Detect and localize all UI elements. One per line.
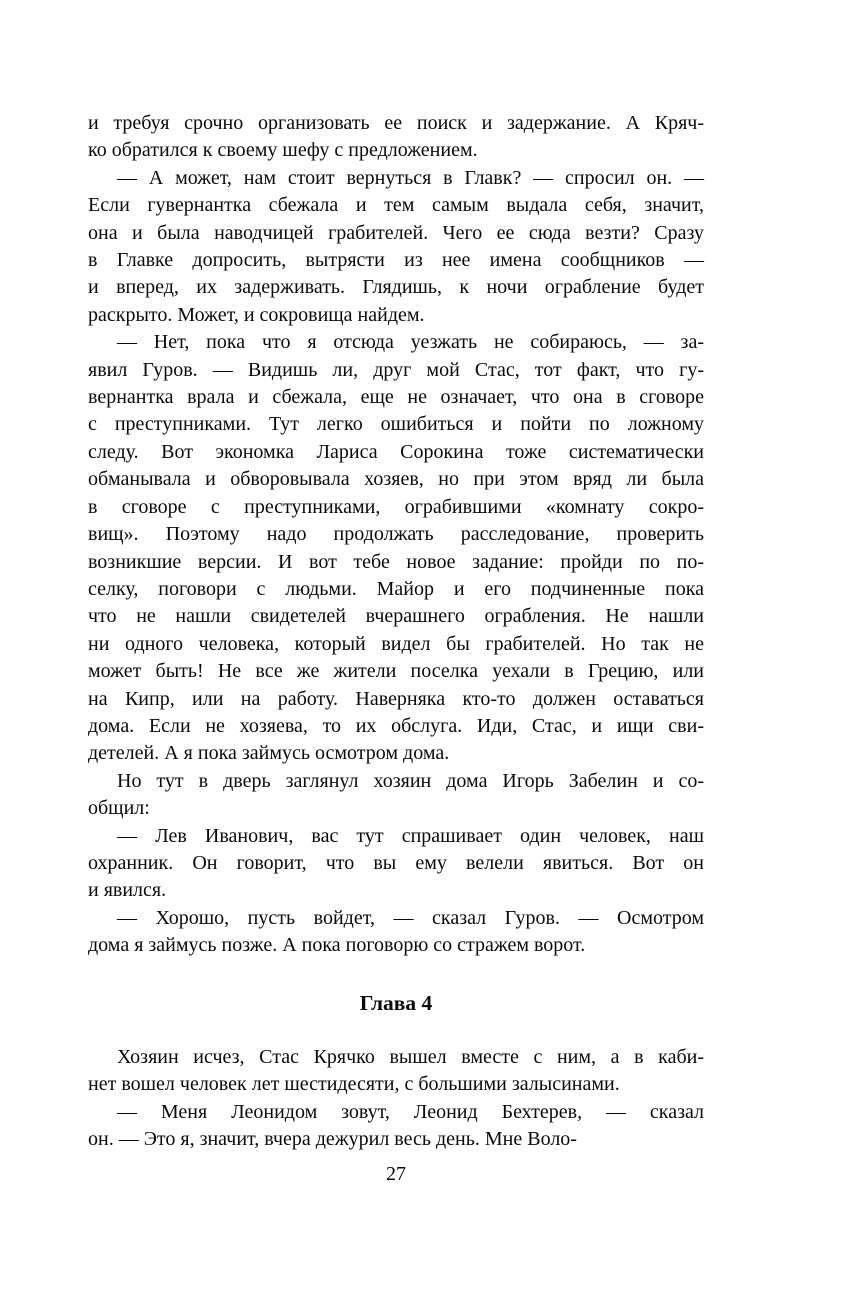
text-line: — А может, нам стоит вернуться в Главк? — спросил он. — xyxy=(117,166,704,189)
text-line: детелей. А я пока займусь осмотром дома. xyxy=(88,742,450,765)
text-line: возникшие версии. И вот тебе новое задание: пройди по по- xyxy=(88,550,704,573)
text-line: нет вошел человек лет шестидесяти, с большими залысинами. xyxy=(88,1073,620,1096)
text-line: она и была наводчицей грабителей. Чего ее сюда везти? Сразу xyxy=(88,221,704,244)
text-line: — Нет, пока что я отсюда уезжать не собираюсь, — за- xyxy=(117,331,704,354)
text-line: ни одного человека, который видел бы грабителей. Но так не xyxy=(88,632,704,655)
text-line: вищ». Поэтому надо продолжать расследование, проверить xyxy=(88,523,704,546)
text-line: — Лев Иванович, вас тут спрашивает один человек, наш xyxy=(117,824,704,847)
text-line: обманывала и обворовывала хозяев, но при этом вряд ли была xyxy=(88,468,704,491)
paragraph xyxy=(88,1099,704,1154)
paragraph xyxy=(88,1044,704,1099)
paragraph xyxy=(88,905,704,960)
text-line: может быть! Не все же жители поселка уехали в Грецию, или xyxy=(88,660,704,683)
text-line: на Кипр, или на работу. Наверняка кто-то должен оставаться xyxy=(88,687,704,710)
text-line: ко обратился к своему шефу с предложением. xyxy=(88,139,478,162)
text-line: — Хорошо, пусть войдет, — сказал Гуров. — Осмотром xyxy=(117,906,704,929)
text-line: явил Гуров. — Видишь ли, друг мой Стас, тот факт, что гу- xyxy=(88,358,704,381)
chapter-heading: Глава 4 xyxy=(359,990,433,1015)
page-number: 27 xyxy=(386,1162,406,1185)
text-line: что не нашли свидетелей вчерашнего ограбления. Не нашли xyxy=(88,605,704,628)
text-block-after-heading xyxy=(88,1044,704,1154)
paragraph xyxy=(88,823,704,905)
text-line: и явился. xyxy=(88,879,167,902)
paragraph xyxy=(88,110,704,165)
paragraph xyxy=(88,768,704,823)
text-line: вернантка врала и сбежала, еще не означает, что она в сговоре xyxy=(88,386,704,409)
text-line: дома я займусь позже. А пока поговорю со стражем ворот. xyxy=(88,934,586,957)
text-line: Но тут в дверь заглянул хозяин дома Игорь Забелин и со- xyxy=(117,769,704,792)
text-line: и вперед, их задерживать. Глядишь, к ночи ограбление будет xyxy=(88,276,704,299)
text-line: в сговоре с преступниками, ограбившими «комнату сокро- xyxy=(88,495,704,518)
text-line: селку, поговори с людьми. Майор и его подчиненные пока xyxy=(88,577,704,600)
text-line: — Меня Леонидом зовут, Леонид Бехтерев, — сказал xyxy=(117,1100,704,1123)
text-line: и требуя срочно организовать ее поиск и задержание. А Кряч- xyxy=(88,112,704,134)
paragraph xyxy=(88,165,704,329)
text-line: в Главке допросить, вытрясти из нее имена сообщников — xyxy=(88,249,704,272)
text-line: дома. Если не хозяева, то их обслуга. Иди, Стас, и ищи сви- xyxy=(88,714,704,737)
text-line: общил: xyxy=(88,797,150,820)
text-line: следу. Вот экономка Лариса Сорокина тоже систематически xyxy=(88,440,704,463)
paragraph xyxy=(88,329,704,768)
book-page-text-column xyxy=(88,110,704,1188)
text-line: он. — Это я, значит, вчера дежурил весь день. Мне Воло- xyxy=(88,1128,577,1151)
text-line: Хозяин исчез, Стас Крячко вышел вместе с ним, а в каби- xyxy=(117,1046,704,1068)
text-line: Если гувернантка сбежала и тем самым выдала себя, значит, xyxy=(88,194,704,217)
text-line: охранник. Он говорит, что вы ему велели явиться. Вот он xyxy=(88,851,704,874)
text-line: с преступниками. Тут легко ошибиться и пойти по ложному xyxy=(88,413,704,436)
text-line: раскрыто. Может, и сокровища найдем. xyxy=(88,303,425,326)
text-block-before-heading xyxy=(88,110,704,960)
